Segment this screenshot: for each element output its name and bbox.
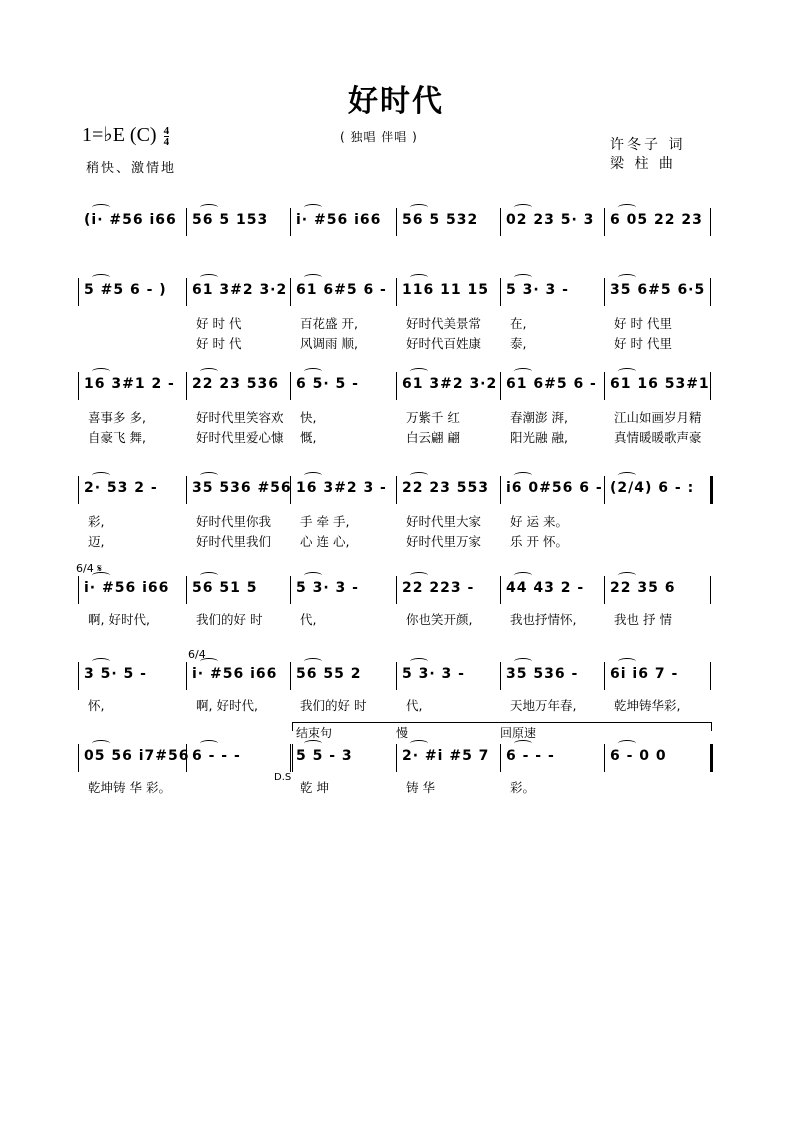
slur-mark: [304, 368, 322, 375]
slur-mark: [92, 368, 110, 375]
barline: [604, 744, 605, 772]
lyric-text: 慨,: [300, 430, 317, 445]
lyric-text: 迈,: [88, 534, 105, 549]
slur-mark: [92, 740, 110, 747]
slur-mark: [304, 472, 322, 479]
measure: 22 23 553: [402, 480, 489, 496]
lyric-text: 在,: [510, 316, 527, 331]
key-text: 1=♭E (C): [82, 124, 157, 146]
measure: 61 6#5 6 -: [296, 282, 387, 298]
barline: [186, 208, 187, 236]
lyric-text: 好时代里万家: [406, 534, 482, 549]
measure: 61 6#5 6 -: [506, 376, 597, 392]
lyric-text: 风调雨 顺,: [300, 336, 358, 351]
measure: (2/4) 6 - :: [610, 480, 695, 496]
measure: 22 35 6: [610, 580, 676, 596]
bracket-label: 慢: [396, 726, 409, 740]
measure: i· #56 i66: [296, 212, 382, 228]
measure: 6 05 22 23: [610, 212, 703, 228]
measure: 5 3· 3 -: [402, 666, 465, 682]
barline: [604, 278, 605, 306]
slur-mark: [410, 572, 428, 579]
segno-marker: 6/4 𝄋: [76, 562, 102, 575]
barline: [604, 576, 605, 604]
barline: [500, 662, 501, 690]
slur-mark: [618, 572, 636, 579]
composer-credit: 梁 柱 曲: [610, 156, 676, 172]
measure: 35 536 -: [506, 666, 579, 682]
lyric-text: 啊, 好时代,: [88, 612, 150, 627]
lyric-text: 好时代里大家: [406, 514, 482, 529]
barline: [710, 208, 711, 236]
slur-mark: [410, 274, 428, 281]
slur-mark: [410, 472, 428, 479]
ds-marker: D.S: [274, 772, 292, 783]
measure: 61 3#2 3·2: [192, 282, 288, 298]
measure: 56 55 2: [296, 666, 362, 682]
slur-mark: [514, 204, 532, 211]
song-title: 好时代: [348, 84, 444, 119]
measure: i· #56 i66: [84, 580, 170, 596]
measure: 6 - 0 0: [610, 748, 667, 764]
measure: 6 - - -: [506, 748, 555, 764]
lyric-text: 我们的好 时: [196, 612, 263, 627]
slur-mark: [410, 368, 428, 375]
slur-mark: [618, 658, 636, 665]
slur-mark: [304, 274, 322, 281]
lyric-text: 好时代百姓康: [406, 336, 482, 351]
slur-mark: [92, 472, 110, 479]
barline: [710, 744, 713, 772]
slur-mark: [92, 658, 110, 665]
lyric-text: 百花盛 开,: [300, 316, 358, 331]
lyric-text: 春潮澎 湃,: [510, 410, 568, 425]
lyric-text: 手 牵 手,: [300, 514, 350, 529]
slur-mark: [514, 274, 532, 281]
barline: [604, 208, 605, 236]
barline: [500, 208, 501, 236]
measure: 22 223 -: [402, 580, 475, 596]
lyric-text: 我也 抒 情: [614, 612, 672, 627]
slur-mark: [514, 740, 532, 747]
slur-mark: [618, 204, 636, 211]
barline: [710, 372, 711, 400]
barline: [710, 662, 711, 690]
lyric-text: 我也抒情怀,: [510, 612, 577, 627]
lyric-text: 代,: [406, 698, 423, 713]
lyric-text: 我们的好 时: [300, 698, 367, 713]
time-signature: $\frac{4}{4}$: [163, 124, 170, 148]
lyric-text: 怀,: [88, 698, 105, 713]
lyric-text: 天地万年春,: [510, 698, 577, 713]
barline: [78, 476, 79, 504]
measure: 16 3#1 2 -: [84, 376, 175, 392]
barline: [604, 476, 605, 504]
lyric-text: 好 时 代里: [614, 336, 672, 351]
slur-mark: [200, 572, 218, 579]
measure: 61 16 53#1: [610, 376, 710, 392]
barline: [500, 372, 501, 400]
slur-mark: [514, 658, 532, 665]
measure: 56 51 5: [192, 580, 258, 596]
lyric-text: 快,: [300, 410, 317, 425]
barline: [604, 662, 605, 690]
barline: [396, 576, 397, 604]
measure: 5 5 - 3: [296, 748, 353, 764]
slur-mark: [618, 740, 636, 747]
slur-mark: [200, 472, 218, 479]
barline: [78, 372, 79, 400]
measure: 61 3#2 3·2: [402, 376, 498, 392]
barline: [186, 662, 187, 690]
barline: [186, 476, 187, 504]
lyric-text: 乾坤铸 华 彩。: [88, 780, 171, 795]
measure: 6i i6 7 -: [610, 666, 679, 682]
measure: i6 0#56 6 -: [506, 480, 603, 496]
slur-mark: [410, 658, 428, 665]
barline: [290, 576, 291, 604]
slur-mark: [92, 204, 110, 211]
lyric-text: 铸 华: [406, 780, 435, 795]
measure: 5 3· 3 -: [506, 282, 569, 298]
lyric-text: 乾 坤: [300, 780, 329, 795]
tempo-marking: 稍快、激情地: [86, 161, 177, 176]
lyric-text: 江山如画岁月精: [614, 410, 702, 425]
slur-mark: [618, 368, 636, 375]
measure: 2· 53 2 -: [84, 480, 158, 496]
slur-mark: [410, 740, 428, 747]
slur-mark: [514, 368, 532, 375]
barline: [500, 576, 501, 604]
lyric-text: 白云翩 翩: [406, 430, 460, 445]
slur-mark: [304, 740, 322, 747]
lyric-text: 乐 开 怀。: [510, 534, 568, 549]
performance-note: ( 独唱 伴唱 ): [340, 130, 418, 144]
barline: [396, 744, 397, 772]
barline: [500, 278, 501, 306]
lyricist-credit: 许冬子 词: [610, 137, 686, 153]
lyric-text: 代,: [300, 612, 317, 627]
measure: 44 43 2 -: [506, 580, 585, 596]
measure: 22 23 536: [192, 376, 279, 392]
lyric-text: 好 运 来。: [510, 514, 568, 529]
measure: 35 536 #56: [192, 480, 292, 496]
lyric-text: 好时代里我们: [196, 534, 272, 549]
lyric-text: 啊, 好时代,: [196, 698, 258, 713]
lyric-text: 你也笑开颜,: [406, 612, 473, 627]
lyric-text: 乾坤铸华彩,: [614, 698, 681, 713]
barline: [78, 744, 79, 772]
lyric-text: 好 时 代里: [614, 316, 672, 331]
slur-mark: [618, 274, 636, 281]
measure: 5 3· 3 -: [296, 580, 359, 596]
barline: [290, 372, 291, 400]
barline: [186, 372, 187, 400]
measure: 6 5· 5 -: [296, 376, 359, 392]
lyric-text: 真情暖暖歌声豪: [614, 430, 702, 445]
barline: [186, 576, 187, 604]
lyric-text: 自豪飞 舞,: [88, 430, 146, 445]
segno-marker: 6/4: [188, 648, 206, 661]
barline: [78, 278, 79, 306]
barline: [290, 278, 291, 306]
slur-mark: [514, 572, 532, 579]
slur-mark: [304, 572, 322, 579]
bracket-label: 结束句: [296, 726, 333, 740]
barline: [186, 278, 187, 306]
lyric-text: 万紫千 红: [406, 410, 460, 425]
measure: 2· #i #5 7: [402, 748, 490, 764]
measure: 116 11 15: [402, 282, 489, 298]
barline: [290, 744, 291, 772]
barline: [78, 576, 79, 604]
slur-mark: [618, 472, 636, 479]
barline: [396, 208, 397, 236]
lyric-text: 好时代里你我: [196, 514, 272, 529]
measure: 56 5 532: [402, 212, 479, 228]
barline: [290, 208, 291, 236]
lyric-text: 心 连 心,: [300, 534, 350, 549]
measure: 6 - - -: [192, 748, 241, 764]
barline: [710, 476, 713, 504]
barline: [500, 744, 501, 772]
lyric-text: 阳光融 融,: [510, 430, 568, 445]
barline: [710, 576, 711, 604]
measure: 02 23 5· 3: [506, 212, 595, 228]
lyric-text: 好时代美景常: [406, 316, 482, 331]
slur-mark: [514, 472, 532, 479]
slur-mark: [92, 274, 110, 281]
slur-mark: [304, 204, 322, 211]
barline: [396, 662, 397, 690]
lyric-text: 喜事多 多,: [88, 410, 146, 425]
barline: [396, 476, 397, 504]
barline: [500, 476, 501, 504]
measure: 05 56 i7#56: [84, 748, 190, 764]
lyric-text: 彩,: [88, 514, 105, 529]
barline: [396, 372, 397, 400]
lyric-text: 好时代里笑容欢: [196, 410, 284, 425]
measure: (i· #56 i66: [84, 212, 177, 228]
barline: [290, 662, 291, 690]
measure: 16 3#2 3 -: [296, 480, 387, 496]
measure: i· #56 i66: [192, 666, 278, 682]
lyric-text: 好 时 代: [196, 316, 242, 331]
barline: [710, 278, 711, 306]
slur-mark: [200, 274, 218, 281]
slur-mark: [304, 658, 322, 665]
barline: [78, 662, 79, 690]
bracket-label: 回原速: [500, 726, 537, 740]
slur-mark: [200, 740, 218, 747]
barline: [604, 372, 605, 400]
measure: 56 5 153: [192, 212, 269, 228]
slur-mark: [200, 204, 218, 211]
slur-mark: [410, 204, 428, 211]
double-barline: [292, 744, 293, 772]
lyric-text: 彩。: [510, 780, 536, 795]
lyric-text: 好时代里爱心慷: [196, 430, 284, 445]
measure: 35 6#5 6·5: [610, 282, 706, 298]
slur-mark: [200, 368, 218, 375]
measure: 3 5· 5 -: [84, 666, 147, 682]
lyric-text: 好 时 代: [196, 336, 242, 351]
key-signature: [82, 122, 169, 147]
measure: 5 #5 6 - ): [84, 282, 167, 298]
barline: [396, 278, 397, 306]
lyric-text: 泰,: [510, 336, 527, 351]
